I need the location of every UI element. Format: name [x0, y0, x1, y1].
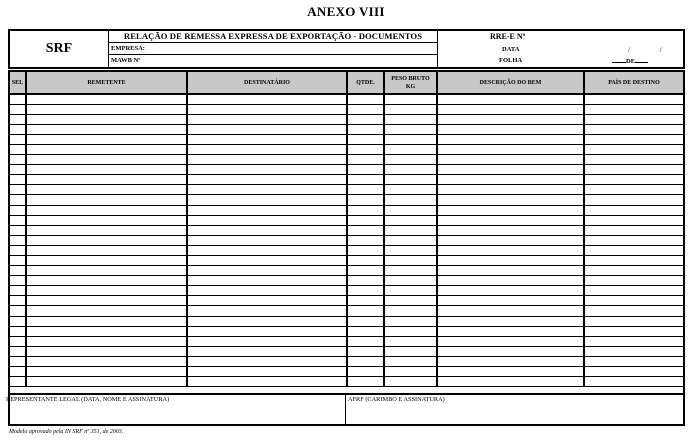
table-row: [10, 245, 683, 255]
signature-block: [8, 393, 685, 426]
cell-destinatario[interactable]: [187, 104, 347, 114]
cell-sel[interactable]: [10, 114, 26, 124]
cell-destinatario[interactable]: [187, 266, 347, 276]
cell-descricao[interactable]: [437, 377, 584, 387]
table-row: [10, 326, 683, 336]
mawb-field[interactable]: [109, 55, 438, 67]
cell-destinatario[interactable]: [187, 245, 347, 255]
table-row: [10, 256, 683, 266]
cell-descricao[interactable]: [437, 144, 584, 154]
cell-pais-destino[interactable]: [584, 336, 683, 346]
cell-sel[interactable]: [10, 215, 26, 225]
cell-remetente[interactable]: [26, 94, 187, 104]
cell-qtde[interactable]: [347, 326, 384, 336]
table-row: [10, 104, 683, 114]
cell-remetente[interactable]: [26, 346, 187, 356]
cell-descricao[interactable]: [437, 286, 584, 296]
cell-sel[interactable]: [10, 134, 26, 144]
cell-remetente[interactable]: [26, 296, 187, 306]
cell-qtde[interactable]: [347, 155, 384, 165]
cell-remetente[interactable]: [26, 114, 187, 124]
cell-pais-destino[interactable]: [584, 245, 683, 255]
cell-pais-destino[interactable]: [584, 215, 683, 225]
cell-destinatario[interactable]: [187, 286, 347, 296]
cell-qtde[interactable]: [347, 306, 384, 316]
cell-qtde[interactable]: [347, 175, 384, 185]
cell-peso-bruto[interactable]: [384, 356, 437, 366]
folha-number-blank[interactable]: [612, 55, 626, 63]
cell-sel[interactable]: [10, 296, 26, 306]
cell-descricao[interactable]: [437, 94, 584, 104]
cell-sel[interactable]: [10, 266, 26, 276]
cell-peso-bruto[interactable]: [384, 276, 437, 286]
cell-destinatario[interactable]: [187, 124, 347, 134]
cell-pais-destino[interactable]: [584, 256, 683, 266]
cell-remetente[interactable]: [26, 165, 187, 175]
data-label: DATA: [502, 46, 520, 53]
cell-sel[interactable]: [10, 124, 26, 134]
table-row: [10, 356, 683, 366]
cell-destinatario[interactable]: [187, 195, 347, 205]
cell-pais-destino[interactable]: [584, 225, 683, 235]
cell-destinatario[interactable]: [187, 165, 347, 175]
cell-sel[interactable]: [10, 306, 26, 316]
cell-descricao[interactable]: [437, 124, 584, 134]
cell-destinatario[interactable]: [187, 296, 347, 306]
table-body: [10, 94, 683, 387]
empresa-field[interactable]: [109, 44, 438, 55]
cell-peso-bruto[interactable]: [384, 286, 437, 296]
cell-sel[interactable]: [10, 326, 26, 336]
cell-qtde[interactable]: [347, 346, 384, 356]
cell-remetente[interactable]: [26, 245, 187, 255]
cell-descricao[interactable]: [437, 235, 584, 245]
cell-peso-bruto[interactable]: [384, 306, 437, 316]
cell-remetente[interactable]: [26, 336, 187, 346]
cell-pais-destino[interactable]: [584, 205, 683, 215]
cell-destinatario[interactable]: [187, 367, 347, 377]
table-row: [10, 316, 683, 326]
cell-pais-destino[interactable]: [584, 326, 683, 336]
cell-descricao[interactable]: [437, 165, 584, 175]
cell-descricao[interactable]: [437, 114, 584, 124]
table-row: [10, 367, 683, 377]
cell-peso-bruto[interactable]: [384, 367, 437, 377]
cell-remetente[interactable]: [26, 356, 187, 366]
cell-pais-destino[interactable]: [584, 195, 683, 205]
cell-destinatario[interactable]: [187, 114, 347, 124]
cell-remetente[interactable]: [26, 225, 187, 235]
cell-remetente[interactable]: [26, 205, 187, 215]
cell-qtde[interactable]: [347, 266, 384, 276]
folha-field[interactable]: [612, 55, 648, 65]
cell-remetente[interactable]: [26, 266, 187, 276]
cell-destinatario[interactable]: [187, 377, 347, 387]
cell-destinatario[interactable]: [187, 326, 347, 336]
cell-descricao[interactable]: [437, 326, 584, 336]
cell-descricao[interactable]: [437, 336, 584, 346]
cell-peso-bruto[interactable]: [384, 155, 437, 165]
table-row: [10, 276, 683, 286]
de-label: DE: [626, 58, 636, 65]
cell-descricao[interactable]: [437, 306, 584, 316]
cell-destinatario[interactable]: [187, 185, 347, 195]
cell-pais-destino[interactable]: [584, 276, 683, 286]
cell-qtde[interactable]: [347, 104, 384, 114]
cell-sel[interactable]: [10, 94, 26, 104]
cell-sel[interactable]: [10, 144, 26, 154]
table-row: [10, 165, 683, 175]
cell-peso-bruto[interactable]: [384, 377, 437, 387]
cell-descricao[interactable]: [437, 155, 584, 165]
cell-sel[interactable]: [10, 175, 26, 185]
cell-destinatario[interactable]: [187, 155, 347, 165]
cell-sel[interactable]: [10, 377, 26, 387]
cell-pais-destino[interactable]: [584, 134, 683, 144]
table-row: [10, 155, 683, 165]
cell-descricao[interactable]: [437, 104, 584, 114]
cell-sel[interactable]: [10, 346, 26, 356]
column-header-destinatario: DESTINATÁRIO: [187, 72, 347, 94]
cell-remetente[interactable]: [26, 144, 187, 154]
column-header-remetente: REMETENTE: [26, 72, 187, 94]
cell-descricao[interactable]: [437, 316, 584, 326]
cell-sel[interactable]: [10, 356, 26, 366]
cell-destinatario[interactable]: [187, 276, 347, 286]
cell-pais-destino[interactable]: [584, 165, 683, 175]
table-row: [10, 306, 683, 316]
model-note: Modelo aprovado pela IN SRF nº 351, de 2003.: [9, 429, 124, 435]
cell-descricao[interactable]: [437, 276, 584, 286]
rre-number-label: RRE-E Nº: [490, 32, 526, 41]
cell-qtde[interactable]: [347, 165, 384, 175]
cell-qtde[interactable]: [347, 185, 384, 195]
cell-pais-destino[interactable]: [584, 306, 683, 316]
table-row: [10, 114, 683, 124]
header-middle: [109, 31, 438, 67]
cell-sel[interactable]: [10, 155, 26, 165]
cell-qtde[interactable]: [347, 124, 384, 134]
cell-pais-destino[interactable]: [584, 377, 683, 387]
cell-remetente[interactable]: [26, 377, 187, 387]
form-title: RELAÇÃO DE REMESSA EXPRESSA DE EXPORTAÇÃO - DOCUMENTOS: [109, 31, 437, 43]
cell-peso-bruto[interactable]: [384, 326, 437, 336]
cell-peso-bruto[interactable]: [384, 346, 437, 356]
cell-destinatario[interactable]: [187, 356, 347, 366]
column-header-descricao: DESCRIÇÃO DO BEM: [437, 72, 584, 94]
cell-descricao[interactable]: [437, 356, 584, 366]
shipment-table: [8, 70, 685, 393]
column-header-pais-destino: PAÍS DE DESTINO: [584, 72, 683, 94]
empresa-label: EMPRESA:: [111, 45, 145, 52]
cell-pais-destino[interactable]: [584, 235, 683, 245]
cell-sel[interactable]: [10, 104, 26, 114]
cell-qtde[interactable]: [347, 296, 384, 306]
cell-remetente[interactable]: [26, 185, 187, 195]
table-row: [10, 286, 683, 296]
cell-remetente[interactable]: [26, 316, 187, 326]
cell-qtde[interactable]: [347, 276, 384, 286]
cell-descricao[interactable]: [437, 266, 584, 276]
cell-remetente[interactable]: [26, 235, 187, 245]
cell-descricao[interactable]: [437, 367, 584, 377]
cell-remetente[interactable]: [26, 276, 187, 286]
cell-pais-destino[interactable]: [584, 124, 683, 134]
table-row: [10, 195, 683, 205]
cell-pais-destino[interactable]: [584, 175, 683, 185]
cell-sel[interactable]: [10, 245, 26, 255]
folha-label: FOLHA: [499, 57, 523, 64]
cell-qtde[interactable]: [347, 94, 384, 104]
cell-remetente[interactable]: [26, 195, 187, 205]
cell-peso-bruto[interactable]: [384, 144, 437, 154]
cell-peso-bruto[interactable]: [384, 185, 437, 195]
cell-pais-destino[interactable]: [584, 144, 683, 154]
cell-peso-bruto[interactable]: [384, 104, 437, 114]
table-row: [10, 205, 683, 215]
cell-destinatario[interactable]: [187, 215, 347, 225]
cell-sel[interactable]: [10, 165, 26, 175]
cell-qtde[interactable]: [347, 215, 384, 225]
cell-peso-bruto[interactable]: [384, 124, 437, 134]
cell-sel[interactable]: [10, 205, 26, 215]
table-row: [10, 266, 683, 276]
table-row: [10, 185, 683, 195]
cell-pais-destino[interactable]: [584, 104, 683, 114]
cell-sel[interactable]: [10, 316, 26, 326]
cell-pais-destino[interactable]: [584, 94, 683, 104]
cell-remetente[interactable]: [26, 134, 187, 144]
cell-sel[interactable]: [10, 235, 26, 245]
cell-sel[interactable]: [10, 276, 26, 286]
cell-descricao[interactable]: [437, 195, 584, 205]
cell-qtde[interactable]: [347, 336, 384, 346]
cell-sel[interactable]: [10, 336, 26, 346]
cell-pais-destino[interactable]: [584, 155, 683, 165]
afrf-signature-field[interactable]: [347, 395, 683, 424]
cell-destinatario[interactable]: [187, 94, 347, 104]
table-row: [10, 215, 683, 225]
cell-peso-bruto[interactable]: [384, 134, 437, 144]
column-header-sel: SEL: [10, 72, 26, 94]
cell-peso-bruto[interactable]: [384, 215, 437, 225]
cell-descricao[interactable]: [437, 225, 584, 235]
cell-descricao[interactable]: [437, 205, 584, 215]
cell-pais-destino[interactable]: [584, 296, 683, 306]
cell-qtde[interactable]: [347, 144, 384, 154]
cell-remetente[interactable]: [26, 256, 187, 266]
cell-descricao[interactable]: [437, 175, 584, 185]
cell-remetente[interactable]: [26, 215, 187, 225]
cell-pais-destino[interactable]: [584, 185, 683, 195]
cell-peso-bruto[interactable]: [384, 336, 437, 346]
cell-qtde[interactable]: [347, 114, 384, 124]
cell-destinatario[interactable]: [187, 144, 347, 154]
cell-destinatario[interactable]: [187, 256, 347, 266]
table-row: [10, 94, 683, 104]
cell-descricao[interactable]: [437, 245, 584, 255]
table-row: [10, 296, 683, 306]
table-row: [10, 377, 683, 387]
cell-qtde[interactable]: [347, 245, 384, 255]
cell-sel[interactable]: [10, 256, 26, 266]
cell-qtde[interactable]: [347, 377, 384, 387]
date-field[interactable]: / /: [628, 46, 676, 54]
cell-pais-destino[interactable]: [584, 356, 683, 366]
cell-destinatario[interactable]: [187, 306, 347, 316]
cell-destinatario[interactable]: [187, 316, 347, 326]
cell-peso-bruto[interactable]: [384, 235, 437, 245]
cell-peso-bruto[interactable]: [384, 316, 437, 326]
cell-qtde[interactable]: [347, 225, 384, 235]
cell-qtde[interactable]: [347, 195, 384, 205]
cell-destinatario[interactable]: [187, 336, 347, 346]
cell-sel[interactable]: [10, 225, 26, 235]
cell-peso-bruto[interactable]: [384, 296, 437, 306]
cell-destinatario[interactable]: [187, 235, 347, 245]
cell-peso-bruto[interactable]: [384, 175, 437, 185]
cell-pais-destino[interactable]: [584, 367, 683, 377]
table-row: [10, 175, 683, 185]
cell-descricao[interactable]: [437, 185, 584, 195]
cell-descricao[interactable]: [437, 256, 584, 266]
cell-remetente[interactable]: [26, 306, 187, 316]
table-row: [10, 225, 683, 235]
table-row: [10, 124, 683, 134]
representative-label: REPRESENTANTE LEGAL (DATA, NOME E ASSINATURA): [6, 396, 170, 403]
representative-signature-field[interactable]: [6, 395, 346, 424]
cell-peso-bruto[interactable]: [384, 256, 437, 266]
cell-peso-bruto[interactable]: [384, 225, 437, 235]
cell-destinatario[interactable]: [187, 205, 347, 215]
table-row: [10, 235, 683, 245]
table-row: [10, 134, 683, 144]
cell-sel[interactable]: [10, 367, 26, 377]
cell-qtde[interactable]: [347, 235, 384, 245]
table-row: [10, 346, 683, 356]
form-header: [8, 29, 685, 69]
cell-descricao[interactable]: [437, 215, 584, 225]
cell-descricao[interactable]: [437, 346, 584, 356]
cell-descricao[interactable]: [437, 296, 584, 306]
cell-qtde[interactable]: [347, 316, 384, 326]
cell-remetente[interactable]: [26, 155, 187, 165]
cell-peso-bruto[interactable]: [384, 195, 437, 205]
cell-qtde[interactable]: [347, 356, 384, 366]
cell-qtde[interactable]: [347, 367, 384, 377]
cell-qtde[interactable]: [347, 286, 384, 296]
cell-pais-destino[interactable]: [584, 286, 683, 296]
cell-remetente[interactable]: [26, 175, 187, 185]
cell-remetente[interactable]: [26, 104, 187, 114]
cell-qtde[interactable]: [347, 205, 384, 215]
cell-remetente[interactable]: [26, 124, 187, 134]
cell-peso-bruto[interactable]: [384, 205, 437, 215]
column-header-qtde: QTDE.: [347, 72, 384, 94]
cell-destinatario[interactable]: [187, 175, 347, 185]
cell-qtde[interactable]: [347, 256, 384, 266]
annex-title: ANEXO VIII: [307, 4, 385, 19]
header-right: [438, 31, 683, 67]
cell-destinatario[interactable]: [187, 346, 347, 356]
cell-pais-destino[interactable]: [584, 316, 683, 326]
cell-pais-destino[interactable]: [584, 266, 683, 276]
table-header-row: [10, 72, 683, 94]
cell-descricao[interactable]: [437, 134, 584, 144]
cell-pais-destino[interactable]: [584, 346, 683, 356]
column-header-peso-bruto: PESO BRUTO KG: [384, 72, 437, 94]
mawb-label: MAWB Nº: [111, 57, 141, 64]
folha-total-blank[interactable]: [635, 55, 648, 63]
cell-destinatario[interactable]: [187, 134, 347, 144]
cell-qtde[interactable]: [347, 134, 384, 144]
cell-remetente[interactable]: [26, 326, 187, 336]
table-row: [10, 336, 683, 346]
cell-remetente[interactable]: [26, 367, 187, 377]
cell-peso-bruto[interactable]: [384, 245, 437, 255]
cell-sel[interactable]: [10, 195, 26, 205]
cell-destinatario[interactable]: [187, 225, 347, 235]
cell-remetente[interactable]: [26, 286, 187, 296]
afrf-label: AFRF (CARIMBO E ASSINATURA): [348, 396, 445, 403]
srf-label: SRF: [10, 31, 109, 67]
cell-sel[interactable]: [10, 185, 26, 195]
cell-peso-bruto[interactable]: [384, 266, 437, 276]
cell-peso-bruto[interactable]: [384, 94, 437, 104]
cell-sel[interactable]: [10, 286, 26, 296]
cell-peso-bruto[interactable]: [384, 114, 437, 124]
table-row: [10, 144, 683, 154]
cell-pais-destino[interactable]: [584, 114, 683, 124]
cell-peso-bruto[interactable]: [384, 165, 437, 175]
